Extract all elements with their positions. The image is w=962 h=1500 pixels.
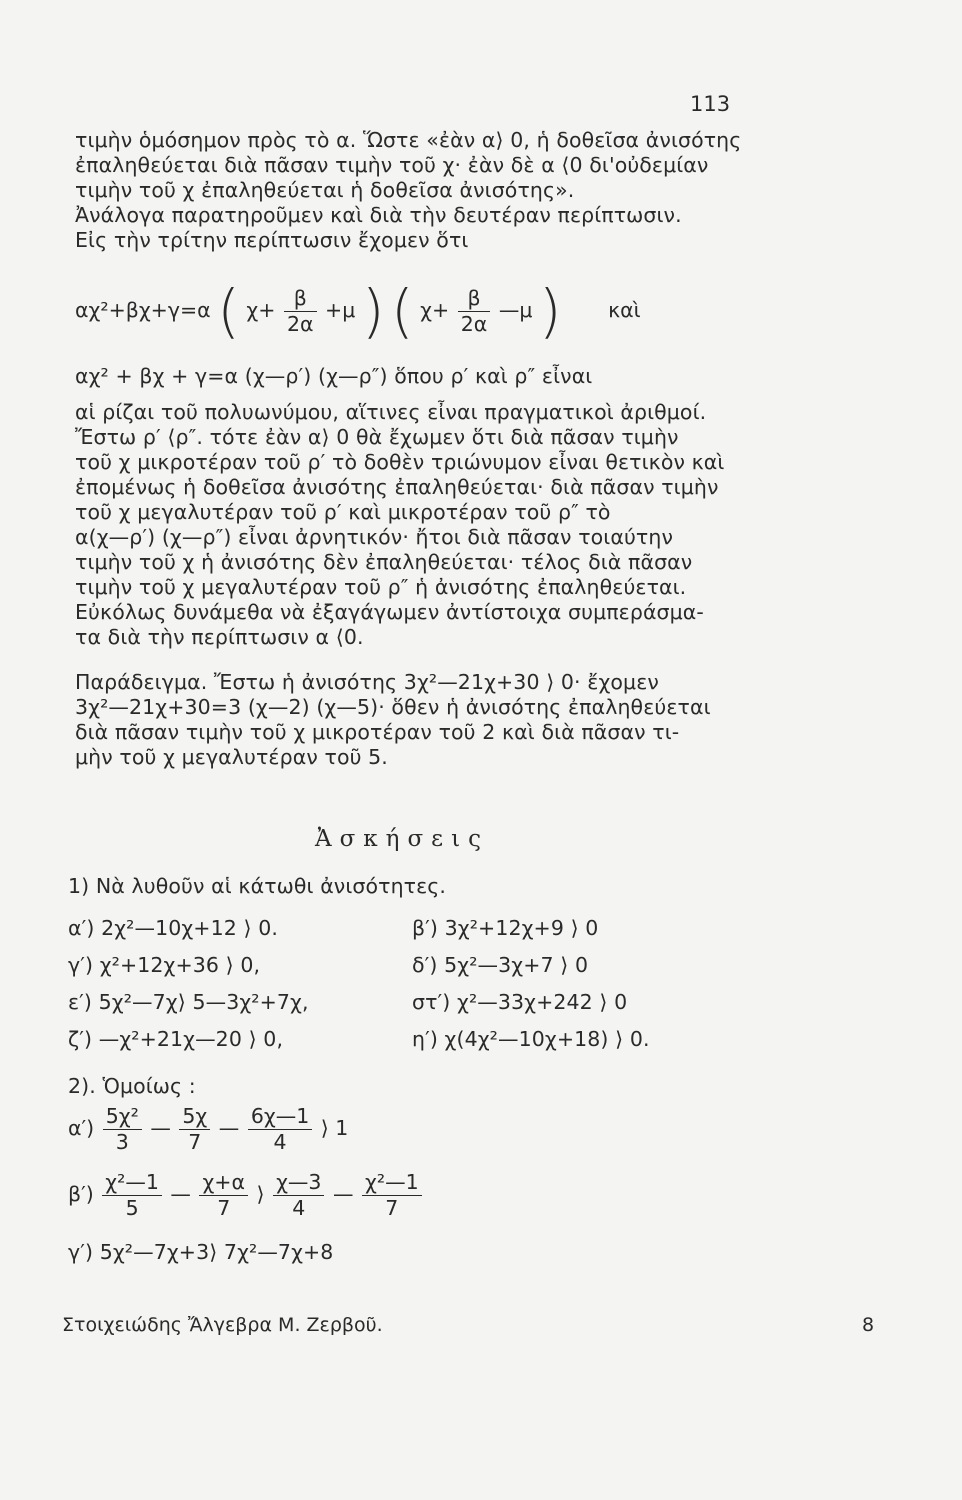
fraction-numerator: 6χ—1 xyxy=(248,1104,312,1130)
exercise-item: η′) χ(4χ²—10χ+18) ⟩ 0. xyxy=(412,1027,650,1051)
example-line: διὰ πᾶσαν τιμὴν τοῦ χ μικροτέραν τοῦ 2 καὶ διὰ πᾶσαν τι- xyxy=(75,720,680,744)
factor1-suffix: +μ xyxy=(325,298,356,322)
fraction xyxy=(273,1170,324,1220)
equation-tail: καὶ xyxy=(608,298,641,322)
exercise-item: ε′) 5χ²—7χ⟩ 5—3χ²+7χ, xyxy=(68,990,309,1014)
exercise-2a xyxy=(68,1104,348,1154)
exercise-item: ζ′) —χ²+21χ—20 ⟩ 0, xyxy=(68,1027,284,1051)
fraction xyxy=(103,1104,142,1154)
fraction xyxy=(199,1170,248,1220)
footer-book-title: Στοιχειώδης Ἄλγεβρα Μ. Ζερβοῦ. xyxy=(62,1314,383,1336)
fraction-numerator: β xyxy=(458,286,491,312)
fraction xyxy=(458,286,491,336)
right-paren: ) xyxy=(538,277,562,345)
example-line: Παράδειγμα. Ἔστω ἡ ἀνισότης 3χ²—21χ+30 ⟩ 0· ἔχομεν xyxy=(75,670,659,694)
left-paren: ( xyxy=(390,277,414,345)
relation: ⟩ 1 xyxy=(320,1116,349,1141)
factor2-prefix: χ+ xyxy=(420,298,450,322)
left-paren: ( xyxy=(217,277,240,345)
text-line: τα διὰ τὴν περίπτωσιν α ⟨0. xyxy=(75,625,364,649)
exercise-item: γ′) χ²+12χ+36 ⟩ 0, xyxy=(68,953,261,977)
fraction-denominator: 2α xyxy=(460,311,488,336)
text-line: Ἔστω ρ′ ⟨ρ″. τότε ἐὰν α⟩ 0 θὰ ἔχωμεν ὅτι διὰ πᾶσαν τιμὴν xyxy=(75,425,679,449)
text-line: τιμὴν τοῦ χ μεγαλυτέραν τοῦ ρ″ ἡ ἀνισότης ἐπαληθεύεται. xyxy=(75,575,687,599)
text-line: τιμὴν τοῦ χ ἡ ἀνισότης δὲν ἐπαληθεύεται· τέλος διὰ πᾶσαν xyxy=(75,550,693,574)
example-line: 3χ²—21χ+30=3 (χ—2) (χ—5)· ὅθεν ἡ ἀνισότης ἐπαληθεύεται xyxy=(75,695,711,719)
fraction xyxy=(102,1170,162,1220)
factor1-prefix: χ+ xyxy=(246,298,276,322)
exercise-item: α′) 2χ²—10χ+12 ⟩ 0. xyxy=(68,916,278,940)
roots-equation: αχ² + βχ + γ=α (χ—ρ′) (χ—ρ″) ὅπου ρ′ καὶ ρ″ εἶναι xyxy=(75,364,593,388)
fraction-numerator: 5χ² xyxy=(103,1104,142,1130)
fraction-denominator: 2α xyxy=(286,311,314,336)
exercise-item: β′) 3χ²+12χ+9 ⟩ 0 xyxy=(412,916,599,940)
text-line: Ἀνάλογα παρατηροῦμεν καὶ διὰ τὴν δευτέραν περίπτωσιν. xyxy=(75,203,682,227)
text-line: ἐπομένως ἡ δοθεῖσα ἀνισότης ἐπαληθεύεται· διὰ πᾶσαν τιμὴν xyxy=(75,475,719,499)
fraction-numerator: χ²—1 xyxy=(102,1170,162,1196)
exercise-2b xyxy=(68,1170,424,1220)
page-number: 113 xyxy=(690,92,731,116)
operator: — xyxy=(218,1116,240,1141)
exercise-item: στ′) χ²—33χ+242 ⟩ 0 xyxy=(412,990,628,1014)
exercises-heading: Ἀσκήσεις xyxy=(315,826,489,852)
fraction-denominator: 4 xyxy=(292,1195,306,1220)
text-line: τοῦ χ μικροτέραν τοῦ ρ′ τὸ δοθὲν τριώνυμον εἶναι θετικὸν καὶ xyxy=(75,450,725,474)
exercise2-title: 2). Ὁμοίως : xyxy=(68,1074,196,1098)
fraction-denominator: 4 xyxy=(273,1129,287,1154)
exercise-item: δ′) 5χ²—3χ+7 ⟩ 0 xyxy=(412,953,589,977)
fraction-numerator: χ+α xyxy=(199,1170,248,1196)
fraction-denominator: 7 xyxy=(385,1195,399,1220)
fraction xyxy=(248,1104,312,1154)
item-label: α′) xyxy=(68,1116,95,1141)
text-line: Εὐκόλως δυνάμεθα νὰ ἐξαγάγωμεν ἀντίστοιχα συμπεράσμα- xyxy=(75,600,704,624)
operator: — xyxy=(332,1182,354,1207)
fraction-denominator: 7 xyxy=(188,1129,202,1154)
fraction xyxy=(284,286,317,336)
text-line: Εἰς τὴν τρίτην περίπτωσιν ἔχομεν ὅτι xyxy=(75,228,469,252)
right-paren: ) xyxy=(361,277,385,345)
equation-lhs: αχ²+βχ+γ=α xyxy=(75,298,211,322)
fraction-numerator: χ—3 xyxy=(273,1170,324,1196)
footer-signature-mark: 8 xyxy=(862,1314,875,1336)
text-line: τιμὴν ὁμόσημον πρὸς τὸ α. Ὥστε «ἐὰν α⟩ 0, ἡ δοθεῖσα ἀνισότης xyxy=(75,128,742,152)
fraction-denominator: 5 xyxy=(125,1195,139,1220)
item-label: β′) xyxy=(68,1182,94,1207)
text-line: τιμὴν τοῦ χ ἐπαληθεύεται ἡ δοθεῖσα ἀνισότης». xyxy=(75,178,575,202)
factor2-suffix: —μ xyxy=(498,298,533,322)
fraction xyxy=(362,1170,422,1220)
fraction-denominator: 3 xyxy=(115,1129,129,1154)
exercise-2c: γ′) 5χ²—7χ+3⟩ 7χ²—7χ+8 xyxy=(68,1240,334,1264)
fraction-numerator: χ²—1 xyxy=(362,1170,422,1196)
text-line: αἱ ρίζαι τοῦ πολυωνύμου, αἵτινες εἶναι πραγματικοὶ ἀριθμοί. xyxy=(75,400,707,424)
operator: — xyxy=(150,1116,171,1141)
text-line: τοῦ χ μεγαλυτέραν τοῦ ρ′ καὶ μικροτέραν τοῦ ρ″ τὸ xyxy=(75,500,611,524)
fraction xyxy=(179,1104,210,1154)
factorization-equation xyxy=(75,277,641,345)
fraction-numerator: 5χ xyxy=(179,1104,210,1130)
relation: ⟩ xyxy=(256,1182,265,1207)
text-line: ἐπαληθεύεται διὰ πᾶσαν τιμὴν τοῦ χ· ἐὰν δὲ α ⟨0 δι'οὐδεμίαν xyxy=(75,153,709,177)
example-line: μὴν τοῦ χ μεγαλυτέραν τοῦ 5. xyxy=(75,745,388,769)
fraction-denominator: 7 xyxy=(217,1195,231,1220)
fraction-numerator: β xyxy=(284,286,317,312)
exercise1-title: 1) Νὰ λυθοῦν αἱ κάτωθι ἀνισότητες. xyxy=(68,874,447,898)
operator: — xyxy=(170,1182,191,1207)
text-line: α(χ—ρ′) (χ—ρ″) εἶναι ἀρνητικόν· ἤτοι διὰ πᾶσαν τοιαύτην xyxy=(75,525,673,549)
